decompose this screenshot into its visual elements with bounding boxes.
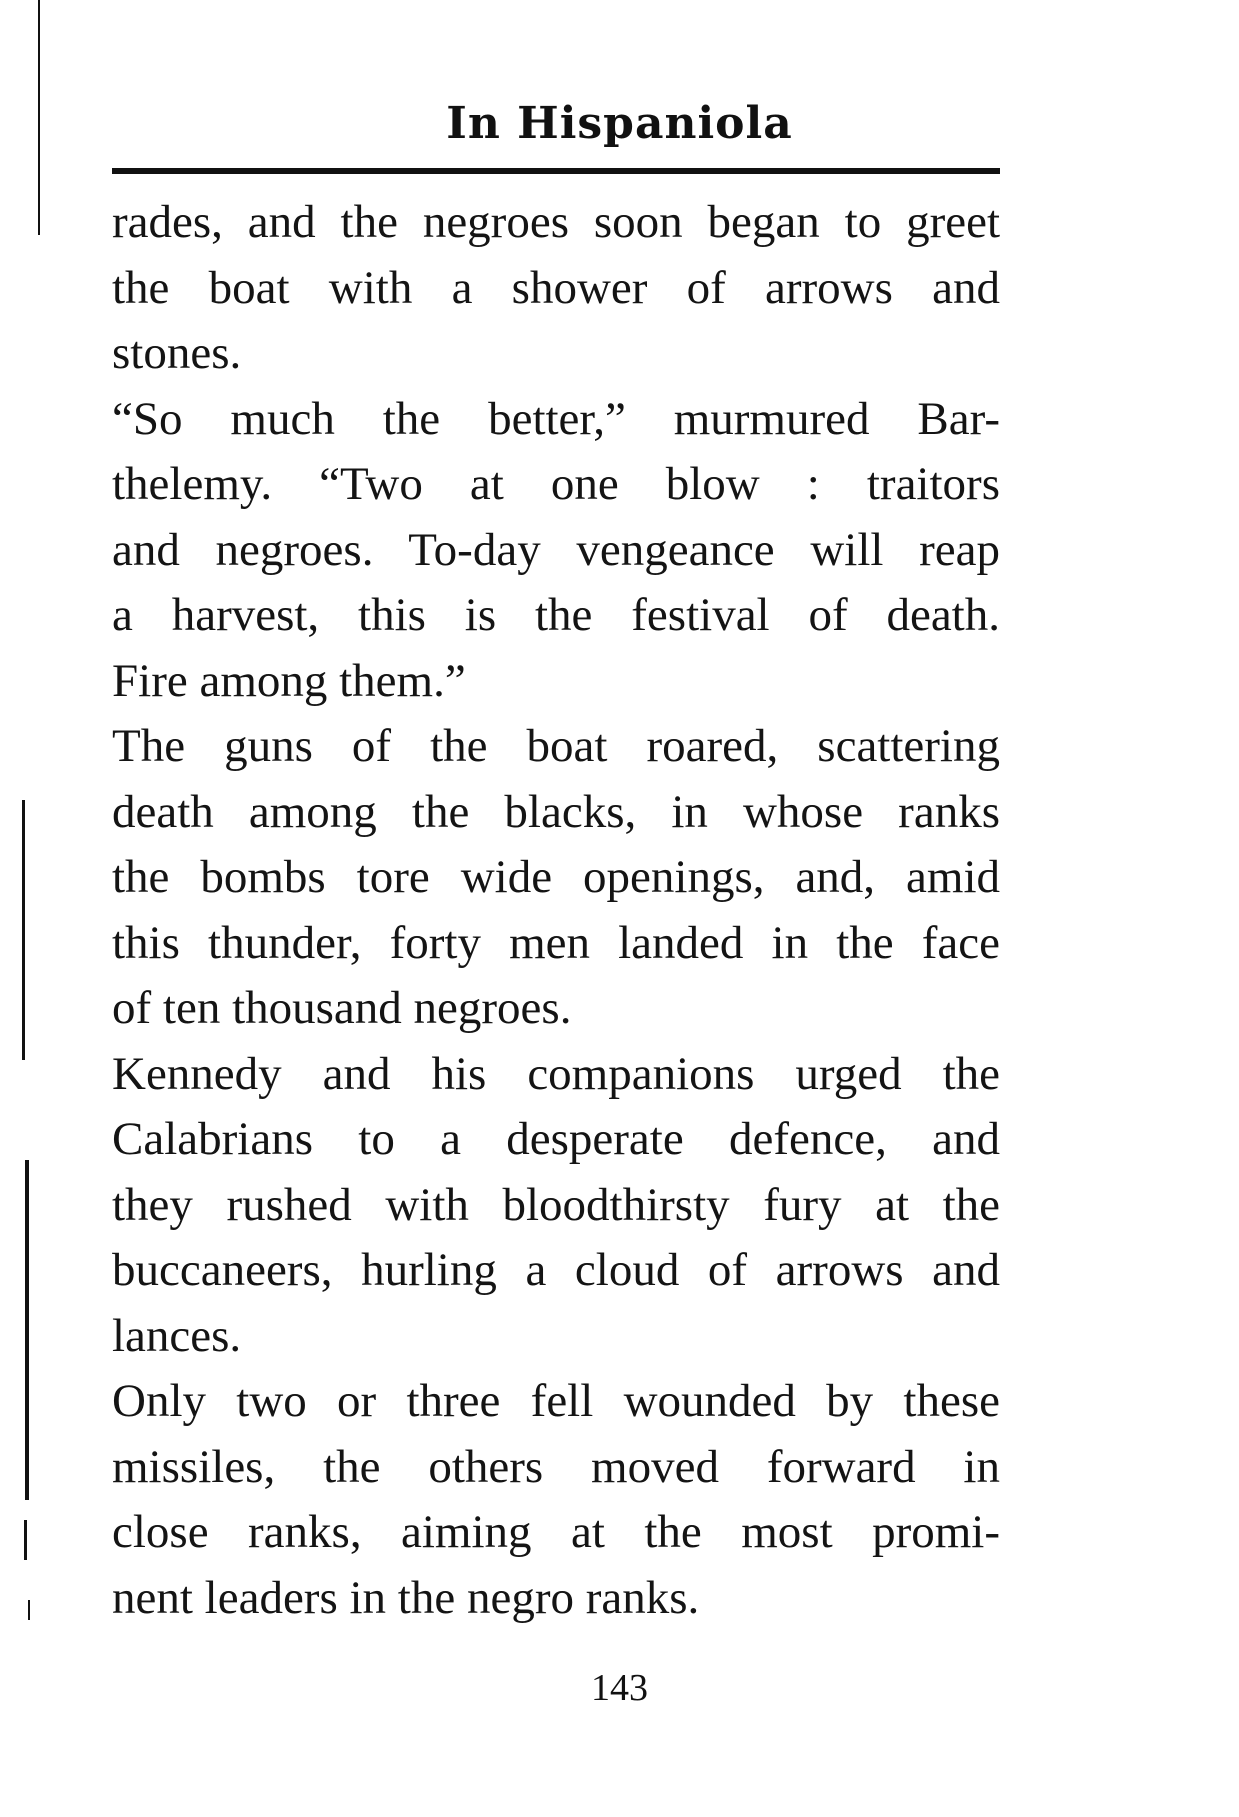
text-line: death among the blacks, in whose ranks — [112, 785, 1000, 838]
text-line: they rushed with bloodthirsty fury at the — [112, 1178, 1000, 1231]
text-line: nent leaders in the negro ranks. — [112, 1571, 700, 1624]
scan-edge-line — [24, 1520, 27, 1560]
body-text — [112, 190, 1000, 1631]
text-line: stones. — [112, 327, 242, 379]
scan-edge-line — [25, 1160, 29, 1500]
text-line: this thunder, forty men landed in the face — [112, 916, 1000, 969]
text-line: “So much the better,” murmured Bar- — [112, 392, 1000, 445]
text-line: a harvest, this is the festival of death. — [112, 589, 1000, 641]
text-line: Calabrians to a desperate defence, and — [112, 1113, 1000, 1165]
head-rule — [112, 168, 1000, 174]
text-line: and negroes. To-day vengeance will reap — [112, 523, 1000, 576]
text-line: close ranks, aiming at the most promi- — [112, 1506, 1000, 1558]
text-line: the bombs tore wide openings, and, amid — [112, 851, 1000, 903]
text-line: missiles, the others moved forward in — [112, 1440, 1000, 1493]
text-line: thelemy. “Two at one blow : traitors — [112, 458, 1000, 510]
text-line: of ten thousand negroes. — [112, 982, 572, 1034]
text-line: Fire among them.” — [112, 654, 466, 707]
text-line: Only two or three fell wounded by these — [112, 1375, 1000, 1427]
text-line: Kennedy and his companions urged the — [112, 1047, 1000, 1100]
scan-edge-line — [28, 1600, 30, 1620]
page-number: 143 — [591, 1667, 648, 1709]
text-line: the boat with a shower of arrows and — [112, 261, 1000, 314]
text-line: buccaneers, hurling a cloud of arrows and — [112, 1244, 1000, 1296]
text-line: rades, and the negroes soon began to greet — [112, 196, 1000, 248]
scan-edge-line — [22, 800, 25, 1060]
running-head: In Hispaniola — [446, 98, 793, 149]
text-line: The guns of the boat roared, scattering — [112, 720, 1000, 772]
text-line: lances. — [112, 1309, 242, 1362]
